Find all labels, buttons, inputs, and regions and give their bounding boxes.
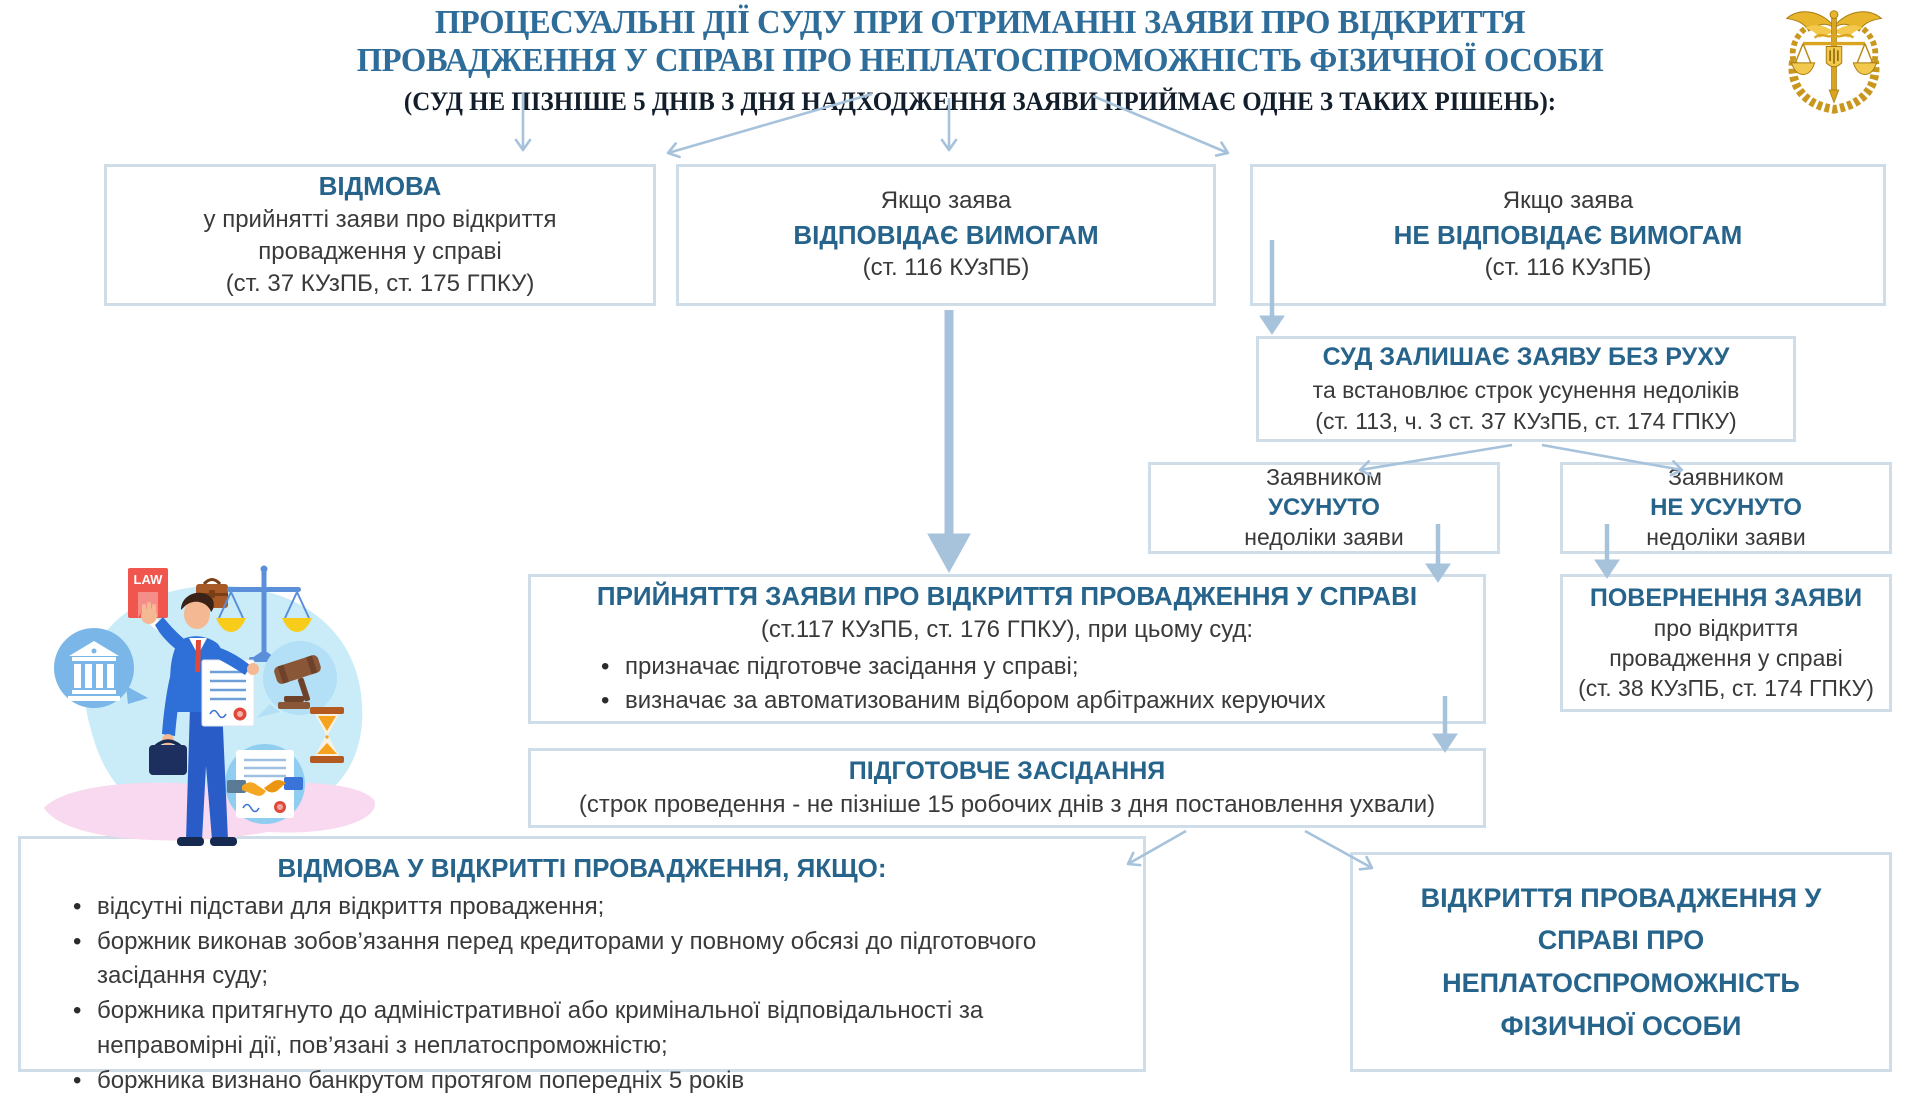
page-title	[40, 4, 1920, 116]
box-text: недоліки заяви	[1244, 524, 1404, 551]
acceptance-bullet-list	[567, 650, 1326, 720]
shoe	[177, 837, 204, 846]
box-not-meets-requirements	[1250, 164, 1886, 306]
bullet-item: • визначає за автоматизованим відбором арбітражних керуючих	[601, 684, 1326, 719]
shoe	[210, 837, 237, 846]
box-text: Якщо заява	[1502, 187, 1634, 215]
court-emblem-logo	[1776, 4, 1892, 116]
box-title: ВІДМОВА У ВІДКРИТТІ ПРОВАДЖЕННЯ, ЯКЩО:	[277, 853, 887, 883]
law-reference: (ст. 37 КУзПБ, ст. 175 ГПКУ)	[225, 270, 535, 298]
box-acceptance	[528, 574, 1486, 724]
box-text: недоліки заяви	[1646, 524, 1806, 551]
tie	[195, 640, 201, 672]
box-meets-requirements	[676, 164, 1216, 306]
handshake-icon	[225, 744, 305, 824]
box-opening-proceedings	[1350, 852, 1892, 1072]
box-title: ФІЗИЧНОЇ ОСОБИ	[1500, 1010, 1742, 1041]
box-title: ВІДПОВІДАЄ ВИМОГАМ	[793, 219, 1099, 250]
box-title: ВІДМОВА	[318, 171, 442, 202]
law-reference: (ст. 38 КУзПБ, ст. 174 ГПКУ)	[1578, 675, 1874, 702]
bullet-item: • боржника визнано банкрутом протягом попередніх 5 років	[73, 1064, 1125, 1099]
box-return-application	[1560, 574, 1892, 712]
box-text: у прийнятті заяви про відкриття	[203, 206, 557, 234]
box-text: Заявником	[1266, 464, 1382, 491]
hand	[247, 663, 259, 675]
box-title: СПРАВІ ПРО	[1537, 925, 1705, 956]
box-title: УСУНУТО	[1268, 493, 1380, 521]
box-refusal-to-open	[18, 836, 1146, 1094]
law-reference: (ст. 116 КУзПБ)	[862, 254, 1030, 282]
box-title: НЕПЛАТОСПРОМОЖНІСТЬ	[1442, 968, 1800, 998]
bullet-item: • боржник виконав зобов’язання перед кредиторами у повному обсязі до підготовчого засідання суду;	[73, 925, 1125, 995]
box-refusal-to-accept	[104, 164, 656, 306]
bullet-item: • призначає підготовче засідання у справі;	[601, 650, 1326, 685]
trident-shield	[1826, 46, 1841, 66]
box-preparatory-session	[528, 748, 1486, 828]
navy-briefcase	[149, 745, 187, 775]
lawyer-illustration	[28, 556, 400, 856]
box-text: провадження у справі	[1609, 645, 1843, 672]
box-title: СУД ЗАЛИШАЄ ЗАЯВУ БЕЗ РУХУ	[1322, 343, 1730, 372]
title-line2: ПРОВАДЖЕННЯ У СПРАВІ ПРО НЕПЛАТОСПРОМОЖНІСТЬ ФІЗИЧНОЇ ОСОБИ	[356, 42, 1604, 80]
box-text: (ст.117 КУзПБ, ст. 176 ГПКУ), при цьому суд:	[760, 615, 1254, 643]
box-text: провадження у справі	[258, 238, 502, 266]
box-title: ПІДГОТОВЧЕ ЗАСІДАННЯ	[848, 757, 1166, 786]
box-text: та встановлює строк усунення недоліків	[1312, 376, 1740, 403]
law-reference: (ст. 113, ч. 3 ст. 37 КУзПБ, ст. 174 ГПКУ)	[1315, 407, 1737, 434]
box-title: НЕ ВІДПОВІДАЄ ВИМОГАМ	[1393, 219, 1743, 250]
box-text: (строк проведення - не пізніше 15 робочих днів з дня постановлення ухвали)	[578, 790, 1436, 818]
subtitle: (СУД НЕ ПІЗНІШЕ 5 ДНІВ З ДНЯ НАДХОДЖЕННЯ ЗАЯВИ ПРИЙМАЄ ОДНЕ З ТАКИХ РІШЕНЬ):	[403, 86, 1557, 116]
box-title: НЕ УСУНУТО	[1650, 493, 1802, 521]
box-text: Заявником	[1668, 464, 1784, 491]
box-text: про відкриття	[1653, 615, 1799, 642]
refusal-bullet-list	[39, 890, 1125, 1099]
box-title: ВІДКРИТТЯ ПРОВАДЖЕННЯ У	[1420, 882, 1822, 913]
title-line1: ПРОЦЕСУАЛЬНІ ДІЇ СУДУ ПРИ ОТРИМАННІ ЗАЯВИ ПРО ВІДКРИТТЯ	[434, 4, 1526, 41]
bullet-item: • боржника притягнуто до адміністративної або кримінальної відповідальності за неправомірні дії, пов’язані з неплатоспроможністю;	[73, 994, 1125, 1064]
box-title: ПРИЙНЯТТЯ ЗАЯВИ ПРО ВІДКРИТТЯ ПРОВАДЖЕННЯ У СПРАВІ	[596, 580, 1418, 611]
box-defects-fixed	[1148, 462, 1500, 554]
svg-text:LAW: LAW	[133, 572, 163, 587]
box-title: ПОВЕРНЕННЯ ЗАЯВИ	[1589, 583, 1863, 612]
bullet-item: • відсутні підстави для відкриття провадження;	[73, 890, 1125, 925]
law-reference: (ст. 116 КУзПБ)	[1484, 254, 1652, 282]
box-defects-not-fixed	[1560, 462, 1892, 554]
box-leave-without-motion	[1256, 336, 1796, 442]
box-text: Якщо заява	[880, 187, 1012, 215]
